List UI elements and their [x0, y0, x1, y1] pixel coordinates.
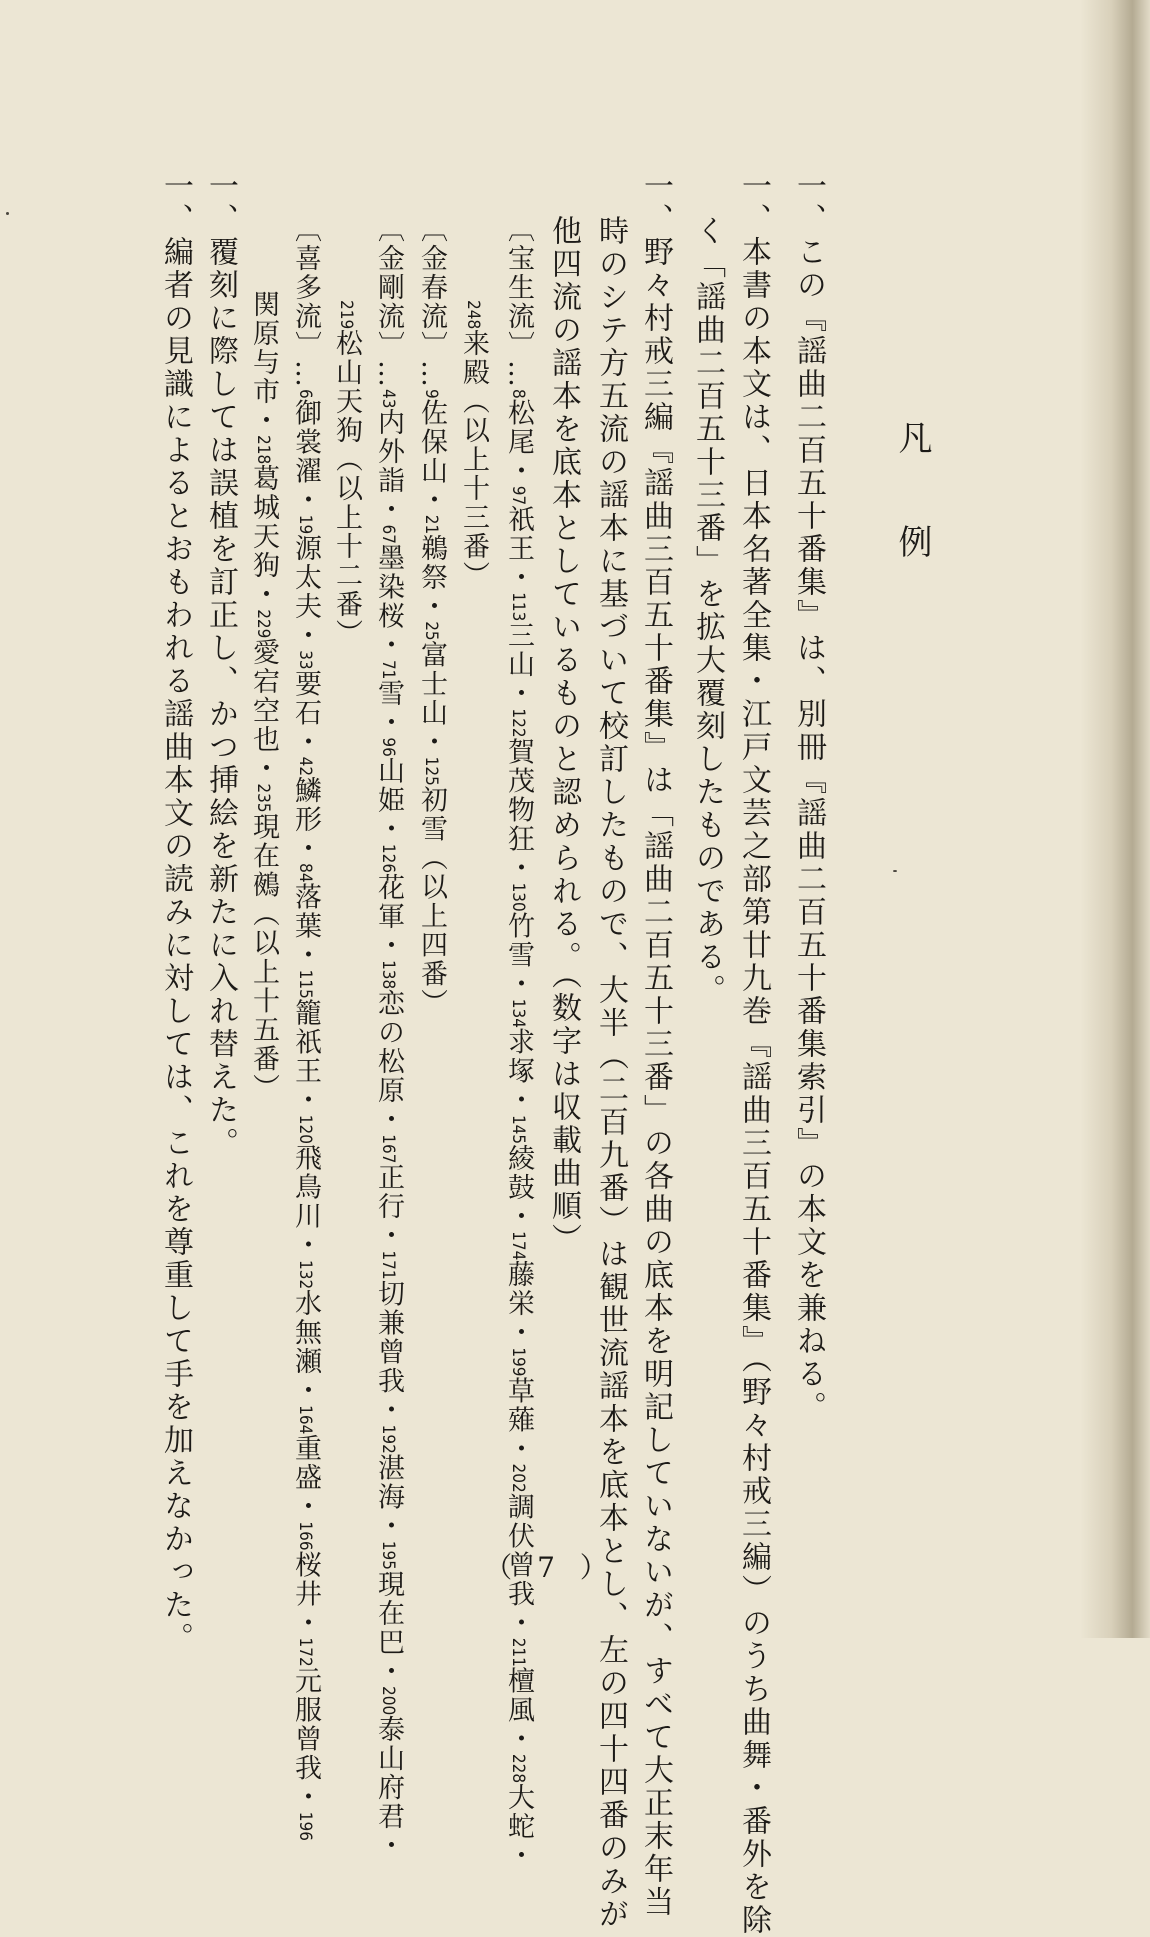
- page-title: [892, 420, 932, 558]
- item-3-line-1: 一、野々村戒三編『謡曲三百五十番集』は「謡曲二百五十三番」の各曲の底本を明記していないが、すべて大正末年当: [638, 170, 673, 1919]
- item-5-line-1: 一、編者の見識によるとおもわれる謡曲本文の読みに対しては、これを尊重して手を加えなかった。: [158, 170, 193, 1655]
- kita-school-line-1: 〔喜多流〕…6御裳濯・19源太夫・33要石・42鱗形・84落葉・115籠祇王・120飛鳥川・132水無瀬・164重盛・166桜井・172元服曾我・196: [290, 215, 321, 1841]
- item-3-line-3: 他四流の謡本を底本としているものと認められる。（数字は収載曲順）: [546, 215, 581, 1256]
- paper-speck: [6, 212, 9, 215]
- hosho-school-line-1: 〔宝生流〕…8松尾・97祇王・113三山・122賀茂物狂・130竹雪・134求塚・145綾鼓・174藤栄・199草薙・202調伏曾我・211檀風・228大蛇・: [503, 215, 534, 1871]
- item-4-line-1: 一、覆刻に際しては誤植を訂正し、かつ挿絵を新たに入れ替えた。: [203, 170, 238, 1160]
- paper-speck: [893, 870, 897, 872]
- konparu-school-line-1: 〔金春流〕…9佐保山・21鵜祭・25富士山・125初雪（以上四番）: [416, 215, 447, 1018]
- kongo-school-line-2: 219松山天狗（以上十二番）: [331, 300, 362, 649]
- item-1-line-1: 一、この『謡曲二百五十番集』は、別冊『謡曲二百五十番集索引』の本文を兼ねる。: [791, 170, 826, 1424]
- page-edge-shadow: [1080, 0, 1150, 1638]
- title-char-2: 例: [892, 524, 932, 558]
- page-number: （ 7 ）: [484, 1551, 616, 1584]
- title-char-1: 凡: [892, 420, 932, 454]
- item-2-line-2: く「謡曲二百五十三番」を拡大覆刻したものである。: [690, 215, 725, 1007]
- hosho-school-line-2: 248来殿（以上十三番）: [458, 300, 489, 591]
- kongo-school-line-1: 〔金剛流〕…43内外詣・67墨染桜・71雪・96山姫・126花軍・138恋の松原・167正行・171切兼曾我・192湛海・195現在巴・200泰山府君・: [373, 215, 404, 1861]
- item-2-line-1: 一、本書の本文は、日本名著全集・江戸文芸之部第廿九巻『謡曲三百五十番集』（野々村戒三編）のうち曲舞・番外を除: [736, 170, 771, 1937]
- kita-school-line-2: 関原与市・218葛城天狗・229愛宕空也・235現在鵺（以上十五番）: [248, 290, 279, 1103]
- item-3-line-2: 時のシテ方五流の謡本に基づいて校訂したもので、大半（二百九番）は観世流謡本を底本とし、左の四十四番のみが: [593, 215, 628, 1931]
